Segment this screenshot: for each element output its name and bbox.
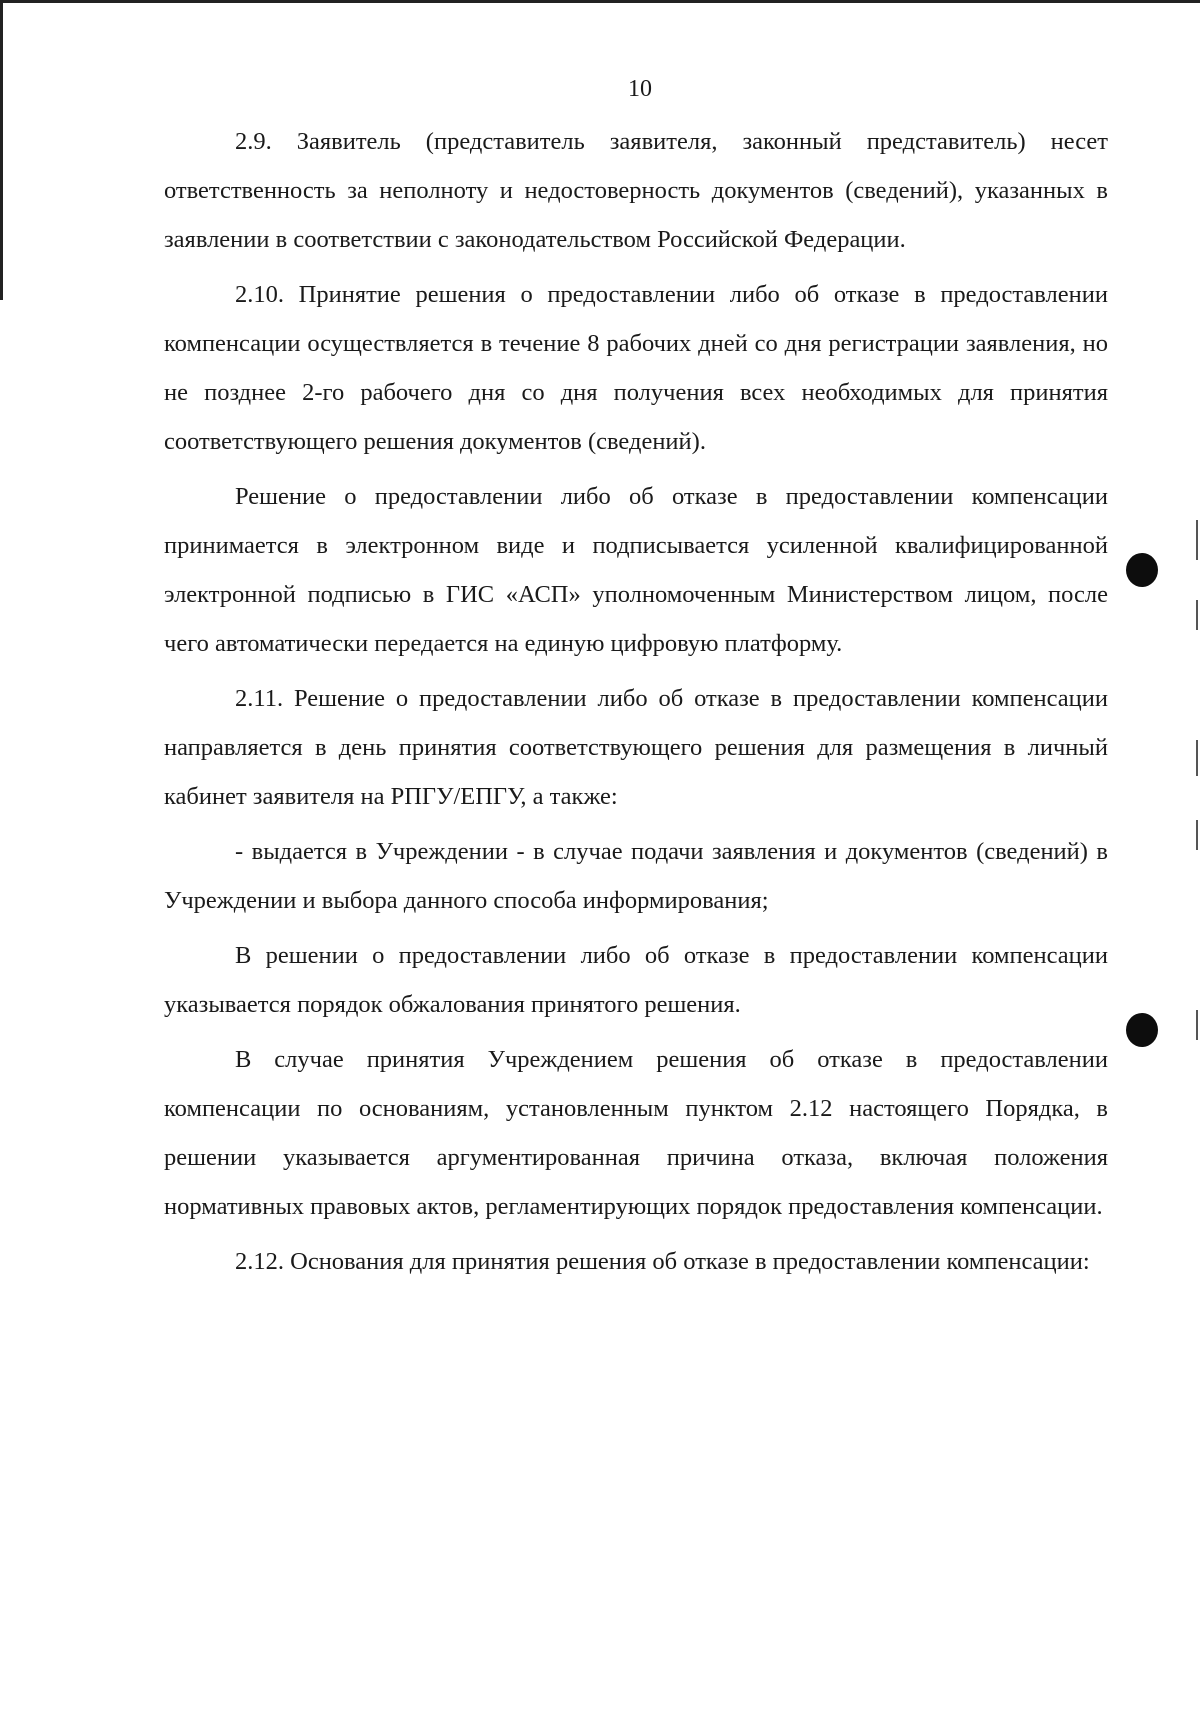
paragraph-2-9: 2.9. Заявитель (представитель заявителя, законный представитель) несет ответственность за неполноту и недостоверность документов (сведений), указанных в заявлении в соответствии с законодательством Российской Федерации. <box>164 128 1108 253</box>
scan-margin-mark <box>1196 740 1198 776</box>
paragraph-2-11: 2.11. Решение о предоставлении либо об отказе в предоставлении компенсации направляется в день принятия соответствующего решения для размещения в личный кабинет заявителя на РПГУ/ЕПГУ, а также: <box>164 685 1108 810</box>
paragraph-refusal-reason: В случае принятия Учреждением решения об отказе в предоставлении компенсации по основаниям, установленным пунктом 2.12 настоящего Порядка, в решении указывается аргументированная причина отказа, включая положения нормативных правовых актов, регламентирующих порядок предоставления компенсации. <box>164 1046 1108 1220</box>
scan-top-edge <box>0 0 1200 3</box>
page-number: 10 <box>628 76 652 102</box>
scan-left-edge <box>0 0 3 300</box>
paragraph-decision-electronic: Решение о предоставлении либо об отказе в предоставлении компенсации принимается в электронном виде и подписывается усиленной квалифицированной электронной подписью в ГИС «АСП» уполномоченным Министерством лицом, после чего автоматически передается на единую цифровую платформу. <box>164 483 1108 657</box>
scan-margin-mark <box>1196 600 1198 630</box>
paragraph-issued-in-institution: - выдается в Учреждении - в случае подачи заявления и документов (сведений) в Учреждении и выбора данного способа информирования; <box>164 838 1108 914</box>
punch-hole <box>1126 1013 1158 1047</box>
document-body <box>164 117 1108 1292</box>
scan-margin-mark <box>1196 520 1198 560</box>
paragraph-2-10: 2.10. Принятие решения о предоставлении либо об отказе в предоставлении компенсации осуществляется в течение 8 рабочих дней со дня регистрации заявления, но не позднее 2-го рабочего дня со дня получения всех необходимых для принятия соответствующего решения документов (сведений). <box>164 281 1108 455</box>
paragraph-appeal-procedure: В решении о предоставлении либо об отказе в предоставлении компенсации указывается порядок обжалования принятого решения. <box>164 942 1108 1018</box>
scan-margin-mark <box>1196 1010 1198 1040</box>
paragraph-2-12: 2.12. Основания для принятия решения об отказе в предоставлении компенсации: <box>235 1248 1090 1275</box>
scan-margin-mark <box>1196 820 1198 850</box>
punch-hole <box>1126 553 1158 587</box>
